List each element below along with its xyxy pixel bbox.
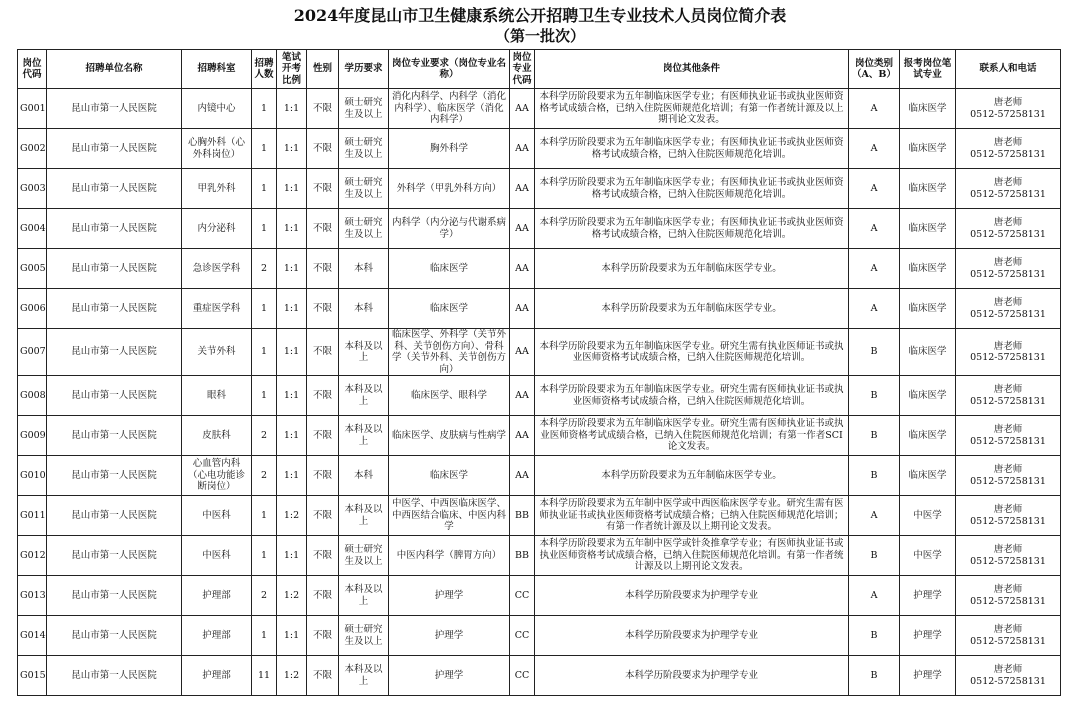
cell-cat: B [849,329,900,376]
header-dept: 招聘科室 [182,50,252,89]
contact-name: 唐老师 [993,257,1023,268]
cell-dept: 心血管内科（心电功能诊断岗位） [182,456,252,496]
cell-exam: 中医学 [900,536,956,576]
cell-unit: 昆山市第一人民医院 [47,576,182,616]
cell-ratio: 1:2 [277,656,307,696]
cell-dept: 急诊医学科 [182,249,252,289]
cell-ratio: 1:1 [277,89,307,129]
cell-code: G005 [18,249,47,289]
cell-other: 本科学历阶段要求为五年制临床医学专业。研究生需有执业医师证书或执业医师资格考试成绩合格，已纳入住院医师规范化培训。 [535,329,849,376]
cell-code: G008 [18,376,47,416]
cell-edu: 本科及以上 [339,496,389,536]
cell-other: 本科学历阶段要求为五年制临床医学专业；有医师执业证书或执业医师资格考试成绩合格，已纳入住院医师规范化培训；有第一作者统计源及以上期刊论文发表。 [535,89,849,129]
cell-sex: 不限 [307,456,339,496]
header-other: 岗位其他条件 [535,50,849,89]
cell-major: 消化内科学、内科学（消化内科学）、临床医学（消化内科学） [389,89,510,129]
cell-major: 临床医学、外科学（关节外科、关节创伤方向）、骨科学（关节外科、关节创伤方向） [389,329,510,376]
cell-num: 1 [252,496,277,536]
cell-num: 2 [252,576,277,616]
cell-num: 2 [252,249,277,289]
table-row [18,376,1061,416]
cell-cat: A [849,496,900,536]
table-row [18,456,1061,496]
cell-code: G011 [18,496,47,536]
header-edu: 学历要求 [339,50,389,89]
cell-contact [956,576,1061,616]
cell-ratio: 1:1 [277,456,307,496]
cell-major: 临床医学 [389,289,510,329]
cell-contact [956,536,1061,576]
cell-code: G009 [18,416,47,456]
cell-edu: 本科 [339,249,389,289]
document-title: 2024年度昆山市卫生健康系统公开招聘卫生专业技术人员岗位简介表 [293,6,787,25]
cell-cat: B [849,656,900,696]
cell-exam: 中医学 [900,496,956,536]
cell-code: G003 [18,169,47,209]
cell-num: 1 [252,129,277,169]
cell-pcode: AA [510,209,535,249]
cell-exam: 临床医学 [900,329,956,376]
cell-contact [956,289,1061,329]
cell-num: 11 [252,656,277,696]
cell-dept: 中医科 [182,536,252,576]
cell-pcode: CC [510,576,535,616]
cell-exam: 护理学 [900,616,956,656]
cell-edu: 硕士研究生及以上 [339,129,389,169]
cell-sex: 不限 [307,209,339,249]
cell-num: 1 [252,616,277,656]
cell-code: G004 [18,209,47,249]
cell-cat: B [849,416,900,456]
cell-other: 本科学历阶段要求为五年制中医学或中西医临床医学专业。研究生需有医师执业证书或执业医师资格考试成绩合格；已纳入住院医师规范化培训；有第一作者统计源及以上期刊论文发表。 [535,496,849,536]
table-row [18,496,1061,536]
cell-contact [956,129,1061,169]
cell-sex: 不限 [307,656,339,696]
contact-phone: 0512-57258131 [970,108,1046,120]
cell-num: 1 [252,289,277,329]
cell-sex: 不限 [307,89,339,129]
cell-exam: 临床医学 [900,129,956,169]
cell-pcode: AA [510,416,535,456]
cell-contact [956,209,1061,249]
cell-dept: 皮肤科 [182,416,252,456]
cell-num: 1 [252,209,277,249]
cell-pcode: CC [510,616,535,656]
table-row [18,289,1061,329]
cell-cat: A [849,249,900,289]
cell-num: 2 [252,456,277,496]
cell-ratio: 1:1 [277,249,307,289]
cell-major: 中医学、中西医临床医学、中西医结合临床、中医内科学 [389,496,510,536]
cell-edu: 本科 [339,456,389,496]
cell-unit: 昆山市第一人民医院 [47,656,182,696]
cell-ratio: 1:1 [277,289,307,329]
contact-phone: 0512-57258131 [970,308,1046,320]
cell-cat: A [849,209,900,249]
contact-name: 唐老师 [993,464,1023,475]
cell-major: 临床医学、眼科学 [389,376,510,416]
contact-name: 唐老师 [993,297,1023,308]
cell-num: 2 [252,416,277,456]
cell-cat: B [849,456,900,496]
contact-name: 唐老师 [993,137,1023,148]
cell-ratio: 1:2 [277,496,307,536]
cell-code: G010 [18,456,47,496]
cell-pcode: AA [510,376,535,416]
cell-major: 护理学 [389,616,510,656]
header-code: 岗位代码 [18,50,47,89]
cell-ratio: 1:2 [277,576,307,616]
contact-name: 唐老师 [993,217,1023,228]
cell-exam: 护理学 [900,576,956,616]
cell-ratio: 1:1 [277,129,307,169]
cell-other: 本科学历阶段要求为五年制中医学或针灸推拿学专业；有医师执业证书或执业医师资格考试成绩合格，已纳入住院医师规范化培训。有第一作者统计源及以上期刊论文发表。 [535,536,849,576]
cell-major: 临床医学 [389,249,510,289]
cell-exam: 临床医学 [900,209,956,249]
cell-dept: 心胸外科（心外科岗位） [182,129,252,169]
cell-dept: 护理部 [182,656,252,696]
cell-code: G006 [18,289,47,329]
table-row [18,249,1061,289]
cell-major: 临床医学 [389,456,510,496]
header-cat: 岗位类别（A、B） [849,50,900,89]
cell-other: 本科学历阶段要求为护理学专业 [535,656,849,696]
cell-code: G002 [18,129,47,169]
cell-other: 本科学历阶段要求为护理学专业 [535,576,849,616]
table-row [18,209,1061,249]
cell-num: 1 [252,376,277,416]
cell-pcode: AA [510,289,535,329]
cell-other: 本科学历阶段要求为五年制临床医学专业。 [535,249,849,289]
cell-ratio: 1:1 [277,376,307,416]
contact-name: 唐老师 [993,97,1023,108]
cell-unit: 昆山市第一人民医院 [47,209,182,249]
cell-code: G012 [18,536,47,576]
table-body [18,89,1061,696]
cell-unit: 昆山市第一人民医院 [47,169,182,209]
cell-contact [956,496,1061,536]
contact-name: 唐老师 [993,340,1023,352]
cell-ratio: 1:1 [277,209,307,249]
table-row [18,576,1061,616]
contact-name: 唐老师 [993,544,1023,555]
cell-major: 护理学 [389,576,510,616]
contact-phone: 0512-57258131 [970,675,1046,687]
cell-contact [956,376,1061,416]
cell-cat: A [849,169,900,209]
cell-cat: A [849,289,900,329]
cell-major: 外科学（甲乳外科方向） [389,169,510,209]
cell-other: 本科学历阶段要求为五年制临床医学专业；有医师执业证书或执业医师资格考试成绩合格，已纳入住院医师规范化培训。 [535,209,849,249]
cell-pcode: AA [510,169,535,209]
contact-phone: 0512-57258131 [970,268,1046,280]
cell-sex: 不限 [307,249,339,289]
cell-edu: 硕士研究生及以上 [339,209,389,249]
header-pcode: 岗位专业代码 [510,50,535,89]
cell-major: 临床医学、皮肤病与性病学 [389,416,510,456]
cell-unit: 昆山市第一人民医院 [47,129,182,169]
cell-edu: 硕士研究生及以上 [339,536,389,576]
cell-sex: 不限 [307,376,339,416]
cell-ratio: 1:1 [277,329,307,376]
cell-cat: A [849,129,900,169]
cell-major: 中医内科学（脾胃方向） [389,536,510,576]
cell-pcode: BB [510,536,535,576]
contact-phone: 0512-57258131 [970,228,1046,240]
cell-cat: A [849,576,900,616]
cell-other: 本科学历阶段要求为五年制临床医学专业。研究生需有医师执业证书或执业医师资格考试成绩合格，已纳入住院医师规范化培训；有第一作者SCI论文发表。 [535,416,849,456]
cell-pcode: AA [510,456,535,496]
contact-name: 唐老师 [993,177,1023,188]
header-contact: 联系人和电话 [956,50,1061,89]
contact-phone: 0512-57258131 [970,635,1046,647]
contact-name: 唐老师 [993,664,1023,675]
cell-code: G001 [18,89,47,129]
cell-ratio: 1:1 [277,416,307,456]
cell-sex: 不限 [307,536,339,576]
cell-exam: 临床医学 [900,289,956,329]
header-sex: 性别 [307,50,339,89]
table-row [18,416,1061,456]
cell-unit: 昆山市第一人民医院 [47,456,182,496]
cell-unit: 昆山市第一人民医院 [47,496,182,536]
cell-sex: 不限 [307,289,339,329]
contact-phone: 0512-57258131 [970,555,1046,567]
cell-code: G007 [18,329,47,376]
cell-exam: 临床医学 [900,416,956,456]
cell-sex: 不限 [307,616,339,656]
cell-exam: 临床医学 [900,169,956,209]
cell-sex: 不限 [307,169,339,209]
cell-contact [956,89,1061,129]
header-exam: 报考岗位笔试专业 [900,50,956,89]
cell-cat: B [849,616,900,656]
cell-dept: 眼科 [182,376,252,416]
cell-edu: 本科及以上 [339,416,389,456]
cell-num: 1 [252,169,277,209]
contact-phone: 0512-57258131 [970,395,1046,407]
contact-phone: 0512-57258131 [970,188,1046,200]
cell-sex: 不限 [307,576,339,616]
cell-contact [956,416,1061,456]
header-major: 岗位专业要求（岗位专业名称） [389,50,510,89]
contact-phone: 0512-57258131 [970,352,1046,363]
cell-edu: 本科及以上 [339,329,389,376]
table-row [18,616,1061,656]
cell-contact [956,616,1061,656]
contact-phone: 0512-57258131 [970,595,1046,607]
contact-phone: 0512-57258131 [970,475,1046,487]
cell-exam: 护理学 [900,656,956,696]
header-ratio: 笔试开考比例 [277,50,307,89]
contact-phone: 0512-57258131 [970,148,1046,160]
document-subtitle: （第一批次） [494,27,585,45]
cell-pcode: BB [510,496,535,536]
cell-other: 本科学历阶段要求为五年制临床医学专业。 [535,456,849,496]
cell-dept: 关节外科 [182,329,252,376]
cell-edu: 硕士研究生及以上 [339,616,389,656]
cell-unit: 昆山市第一人民医院 [47,376,182,416]
cell-dept: 内镜中心 [182,89,252,129]
cell-unit: 昆山市第一人民医院 [47,536,182,576]
header-unit: 招聘单位名称 [47,50,182,89]
table-row [18,129,1061,169]
cell-unit: 昆山市第一人民医院 [47,329,182,376]
contact-name: 唐老师 [993,624,1023,635]
contact-phone: 0512-57258131 [970,515,1046,527]
cell-contact [956,249,1061,289]
cell-exam: 临床医学 [900,89,956,129]
cell-contact [956,656,1061,696]
cell-major: 内科学（内分泌与代谢系病学） [389,209,510,249]
cell-cat: B [849,376,900,416]
cell-sex: 不限 [307,129,339,169]
positions-table [17,49,1061,696]
cell-contact [956,329,1061,376]
cell-sex: 不限 [307,329,339,376]
cell-dept: 护理部 [182,576,252,616]
cell-unit: 昆山市第一人民医院 [47,616,182,656]
cell-exam: 临床医学 [900,376,956,416]
contact-name: 唐老师 [993,584,1023,595]
cell-pcode: AA [510,329,535,376]
cell-exam: 临床医学 [900,249,956,289]
cell-other: 本科学历阶段要求为五年制临床医学专业；有医师执业证书或执业医师资格考试成绩合格，已纳入住院医师规范化培训。 [535,129,849,169]
cell-dept: 重症医学科 [182,289,252,329]
cell-unit: 昆山市第一人民医院 [47,249,182,289]
cell-code: G014 [18,616,47,656]
cell-code: G013 [18,576,47,616]
cell-sex: 不限 [307,416,339,456]
cell-code: G015 [18,656,47,696]
cell-dept: 内分泌科 [182,209,252,249]
cell-contact [956,456,1061,496]
cell-ratio: 1:1 [277,536,307,576]
table-row [18,169,1061,209]
cell-num: 1 [252,536,277,576]
cell-edu: 本科及以上 [339,576,389,616]
cell-dept: 护理部 [182,616,252,656]
cell-other: 本科学历阶段要求为五年制临床医学专业。 [535,289,849,329]
cell-contact [956,169,1061,209]
table-row [18,329,1061,376]
cell-exam: 临床医学 [900,456,956,496]
table-row [18,89,1061,129]
cell-edu: 本科及以上 [339,376,389,416]
cell-edu: 硕士研究生及以上 [339,169,389,209]
cell-pcode: AA [510,89,535,129]
cell-major: 胸外科学 [389,129,510,169]
cell-ratio: 1:1 [277,616,307,656]
cell-sex: 不限 [307,496,339,536]
cell-unit: 昆山市第一人民医院 [47,289,182,329]
cell-unit: 昆山市第一人民医院 [47,89,182,129]
cell-dept: 甲乳外科 [182,169,252,209]
cell-cat: B [849,536,900,576]
cell-edu: 本科 [339,289,389,329]
table-header-row [18,50,1061,89]
table-row [18,656,1061,696]
table-row [18,536,1061,576]
cell-dept: 中医科 [182,496,252,536]
header-num: 招聘人数 [252,50,277,89]
cell-pcode: AA [510,249,535,289]
cell-num: 1 [252,89,277,129]
cell-cat: A [849,89,900,129]
contact-name: 唐老师 [993,384,1023,395]
cell-unit: 昆山市第一人民医院 [47,416,182,456]
cell-ratio: 1:1 [277,169,307,209]
cell-other: 本科学历阶段要求为护理学专业 [535,616,849,656]
cell-other: 本科学历阶段要求为五年制临床医学专业；有医师执业证书或执业医师资格考试成绩合格，已纳入住院医师规范化培训。 [535,169,849,209]
cell-pcode: AA [510,129,535,169]
cell-other: 本科学历阶段要求为五年制临床医学专业。研究生需有医师执业证书或执业医师资格考试成绩合格，已纳入住院医师规范化培训。 [535,376,849,416]
contact-name: 唐老师 [993,504,1023,515]
cell-num: 1 [252,329,277,376]
cell-major: 护理学 [389,656,510,696]
contact-phone: 0512-57258131 [970,435,1046,447]
contact-name: 唐老师 [993,424,1023,435]
cell-pcode: CC [510,656,535,696]
cell-edu: 硕士研究生及以上 [339,89,389,129]
cell-edu: 本科及以上 [339,656,389,696]
